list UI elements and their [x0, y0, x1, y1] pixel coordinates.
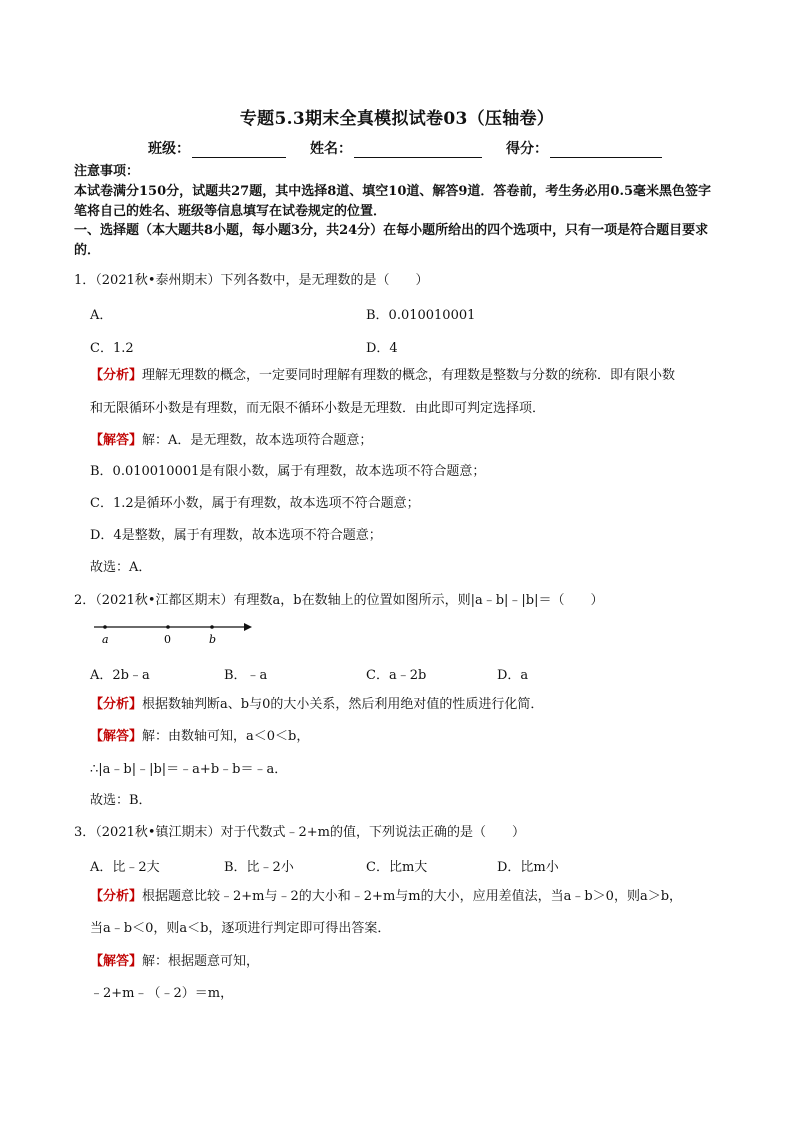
point-b-dot: [210, 625, 214, 629]
q1-answer-line-a: [90, 432, 372, 450]
q3-answer-line-2: ﹣2+m﹣（﹣2）＝m，: [90, 986, 234, 1001]
q3-option-d: D．比m小: [497, 860, 559, 875]
q1-stem: 1．（2021秋•泰州期末）下列各数中，是无理数的是（ ）: [74, 273, 429, 288]
q1-analysis-line-1: [90, 367, 675, 385]
q1-answer-text: 解：A．是无理数，故本选项符合题意；: [142, 433, 373, 448]
q3-option-a: A．比﹣2大: [90, 860, 160, 875]
q2-option-d: D．a: [497, 668, 529, 683]
point-zero-label: 0: [164, 633, 171, 646]
q1-choose: 故选：A．: [90, 560, 152, 575]
q3-answer-text: 解：根据题意可知，: [142, 954, 260, 969]
q2-analysis-tag: 【分析】: [90, 697, 143, 712]
score-blank[interactable]: [550, 143, 662, 158]
point-a-label: a: [102, 633, 109, 646]
q1-answer-line-b: B．0.010010001是有限小数，属于有理数，故本选项不符合题意；: [90, 464, 486, 479]
q3-stem: 3．（2021秋•镇江期末）对于代数式﹣2+m的值，下列说法正确的是（ ）: [74, 825, 526, 840]
class-label: 班级：: [148, 141, 190, 157]
q1-analysis-text: 理解无理数的概念，一定要同时理解有理数的概念，有理数是整数与分数的统称．即有限小数: [142, 368, 676, 383]
q2-stem: 2．（2021秋•江都区期末）有理数a，b在数轴上的位置如图所示，则|a﹣b|﹣|b|＝（ ）: [74, 593, 604, 608]
q1-analysis-line-2: 和无限循环小数是有理数，而无限不循环小数是无理数．由此即可判定选择项．: [90, 401, 546, 416]
q2-option-a: A．2b﹣a: [90, 668, 150, 683]
number-line-figure: [92, 618, 262, 648]
q1-answer-line-c: C．1.2是循环小数，属于有理数，故本选项不符合题意；: [90, 496, 420, 511]
q3-answer-line-1: [90, 953, 259, 971]
q1-option-d: D．4: [366, 341, 398, 356]
notice-heading: 注意事项：: [74, 164, 140, 179]
q2-analysis-line: [90, 696, 543, 714]
notice-body: 本试卷满分150分，试题共27题，其中选择8道、填空10道、解答9道．答卷前，考生务必用0.5毫米黑色签字笔将自己的姓名、班级等信息填写在试卷规定的位置．: [74, 184, 712, 219]
student-info-row: [148, 138, 686, 158]
q1-option-c: C．1.2: [90, 341, 134, 356]
q3-analysis-tag: 【分析】: [90, 889, 143, 904]
q2-answer-text: 解：由数轴可知，a＜0＜b，: [142, 729, 310, 744]
q1-answer-line-d: D．4是整数，属于有理数，故本选项不符合题意；: [90, 528, 382, 543]
point-b-label: b: [209, 633, 217, 646]
q3-option-c: C．比m大: [366, 860, 428, 875]
q2-analysis-text: 根据数轴判断a、b与0的大小关系，然后利用绝对值的性质进行化简．: [142, 697, 544, 712]
q2-option-c: C．a﹣2b: [366, 668, 427, 683]
q1-option-b: B．0.010010001: [366, 308, 476, 323]
q2-answer-tag: 【解答】: [90, 729, 143, 744]
q3-option-b: B．比﹣2小: [224, 860, 294, 875]
q3-analysis-line-2: 当a﹣b＜0，则a＜b，逐项进行判定即可得出答案．: [90, 921, 391, 936]
q1-answer-tag: 【解答】: [90, 433, 143, 448]
q2-choose: 故选：B．: [90, 793, 152, 808]
q1-option-a: A．: [90, 308, 113, 323]
score-label: 得分：: [506, 141, 548, 157]
q2-answer-line-1: [90, 728, 309, 746]
point-zero-dot: [166, 625, 170, 629]
point-a-dot: [103, 625, 107, 629]
q2-answer-line-2: ∴|a﹣b|﹣|b|＝﹣a+b﹣b＝﹣a．: [90, 762, 288, 777]
q3-answer-tag: 【解答】: [90, 954, 143, 969]
q3-analysis-line-1: [90, 888, 682, 906]
q2-option-b: B．﹣a: [224, 668, 268, 683]
number-line-arrow-icon: [244, 623, 252, 631]
name-label: 姓名：: [310, 141, 352, 157]
name-blank[interactable]: [354, 143, 482, 158]
q3-analysis-text: 根据题意比较﹣2+m与﹣2的大小和﹣2+m与m的大小，应用差值法，当a﹣b＞0，则a＞b，: [142, 889, 683, 904]
q1-analysis-tag: 【分析】: [90, 368, 143, 383]
section-heading: 一、选择题（本大题共8小题，每小题3分，共24分）在每小题所给出的四个选项中，只有一项是符合题目要求的．: [74, 223, 709, 258]
page-title: 专题5.3期末全真模拟试卷03（压轴卷）: [239, 109, 555, 129]
class-blank[interactable]: [192, 143, 286, 158]
